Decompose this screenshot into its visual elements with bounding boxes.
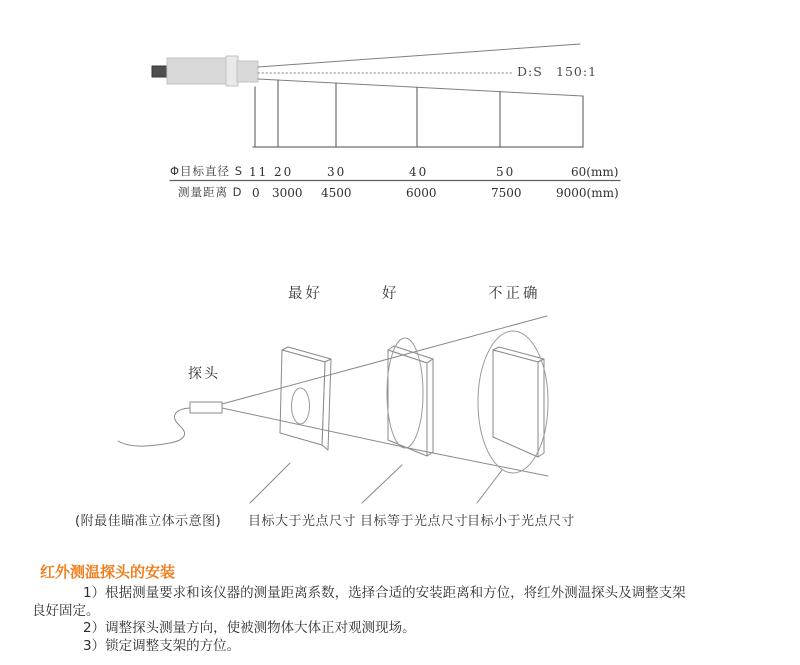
diameter-value: 40 xyxy=(409,165,429,179)
installation-section xyxy=(0,562,780,655)
caption-target-smaller: 目标小于光点尺寸 xyxy=(467,514,576,529)
diameter-value: 20 xyxy=(274,165,294,179)
distance-value: 3000 xyxy=(272,186,303,200)
sensor-collar xyxy=(226,56,238,86)
panel-incorrect-side-face xyxy=(538,359,544,457)
aiming-diagram xyxy=(75,285,575,529)
installation-step: 1）根据测量要求和该仪器的测量距离系数，选择合适的安装距离和方位，将红外测温探头及调整支架 xyxy=(83,585,686,601)
probe-body xyxy=(190,402,222,413)
panel-best xyxy=(280,347,331,450)
panel-incorrect-front-face xyxy=(493,350,538,457)
caption-target-larger: 目标大于光点尺寸 xyxy=(248,514,357,529)
cone-lower-line xyxy=(258,79,583,96)
leader-line-1 xyxy=(250,463,290,503)
caption-note: (附最佳瞄准立体示意图) xyxy=(75,514,222,529)
installation-step-wrap: 良好固定。 xyxy=(32,602,100,619)
distance-value: 9000(mm) xyxy=(556,186,619,200)
label-incorrect: 不正确 xyxy=(488,286,541,302)
diameter-value: 11 xyxy=(249,165,269,179)
installation-heading: 红外测温探头的安装 xyxy=(40,563,176,581)
sensor-tip xyxy=(237,61,258,82)
caption-target-equal: 目标等于光点尺寸 xyxy=(360,514,469,529)
label-good: 好 xyxy=(382,286,400,302)
spot-size-diagram xyxy=(152,44,620,200)
ds-ratio-value: 150:1 xyxy=(556,64,598,79)
diameter-value: 50 xyxy=(496,165,516,179)
diameter-value: 60(mm) xyxy=(571,165,619,179)
distance-value: 7500 xyxy=(491,186,522,200)
installation-step: 2）调整探头测量方向，使被测物体大体正对观测现场。 xyxy=(83,620,416,636)
leader-line-2 xyxy=(362,465,402,503)
installation-step: 3）锁定调整支架的方位。 xyxy=(83,637,241,654)
ds-label: D:S xyxy=(517,64,543,79)
distance-value: 0 xyxy=(252,186,260,200)
leader-line-3 xyxy=(477,470,502,503)
panel-best-front-face xyxy=(280,350,325,445)
sensor-cable-gland xyxy=(152,66,168,77)
distance-row-label: 测量距离 D xyxy=(178,185,243,199)
panel-incorrect xyxy=(493,347,544,457)
diameter-value: 30 xyxy=(327,165,347,179)
probe-cable xyxy=(118,408,190,446)
distance-value: 6000 xyxy=(406,186,437,200)
label-best: 最好 xyxy=(288,286,323,302)
diameter-row-label: Φ目标直径 S xyxy=(170,164,244,178)
sensor-body xyxy=(167,58,228,84)
panel-good xyxy=(388,346,433,456)
panel-good-side-face xyxy=(427,359,433,456)
probe-label: 探头 xyxy=(188,366,220,382)
distance-value: 4500 xyxy=(321,186,352,200)
